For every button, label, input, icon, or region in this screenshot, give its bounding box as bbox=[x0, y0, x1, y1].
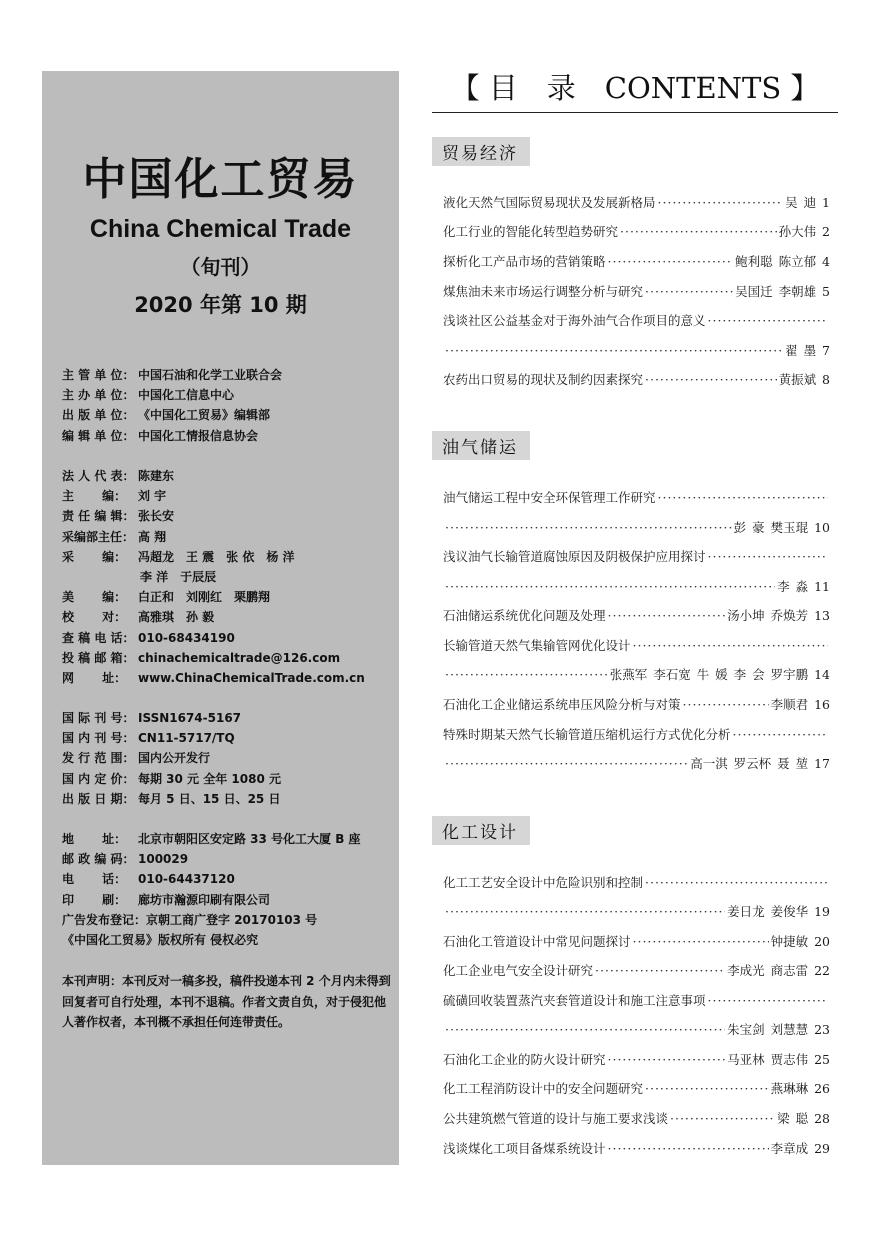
leader-dots bbox=[670, 1108, 775, 1130]
leader-dots bbox=[445, 517, 732, 539]
info-label: 采编部主任： bbox=[62, 529, 135, 544]
toc-entry[interactable] bbox=[443, 1138, 830, 1160]
toc-entry-continued[interactable] bbox=[443, 664, 830, 686]
info-row bbox=[62, 789, 392, 809]
info-value: 京朝工商广登字 20170103 号 bbox=[146, 912, 318, 927]
entry-title: 硫磺回收装置蒸汽夹套管道设计和施工注意事项 bbox=[443, 993, 706, 1008]
entry-title: 化工企业电气安全设计研究 bbox=[443, 963, 594, 978]
entry-author-page: 梁 聪 28 bbox=[777, 1111, 830, 1126]
toc-entry[interactable] bbox=[443, 990, 830, 1012]
info-row bbox=[62, 385, 392, 405]
leader-dots bbox=[683, 694, 769, 716]
toc-entry[interactable] bbox=[443, 635, 830, 657]
leader-dots bbox=[733, 724, 828, 746]
toc-entry[interactable] bbox=[443, 724, 830, 746]
info-label: 法 人 代 表： bbox=[62, 469, 135, 483]
info-label: 网 址： bbox=[62, 670, 127, 685]
toc-entry-continued[interactable] bbox=[443, 1019, 830, 1041]
leader-dots bbox=[608, 1138, 769, 1160]
leader-dots bbox=[633, 931, 769, 953]
section-title: 贸易经济 bbox=[432, 137, 530, 166]
info-value: 每月 5 日、15 日、25 日 bbox=[138, 791, 281, 806]
info-row bbox=[62, 607, 392, 627]
toc-entry[interactable] bbox=[443, 931, 830, 953]
info-label: 校 对： bbox=[62, 610, 127, 625]
entry-title: 化工行业的智能化转型趋势研究 bbox=[443, 224, 619, 239]
info-row bbox=[62, 506, 392, 526]
toc-entry[interactable] bbox=[443, 310, 830, 332]
leader-dots bbox=[445, 901, 725, 923]
leader-dots bbox=[645, 369, 777, 391]
info-row bbox=[62, 829, 392, 849]
toc-entry[interactable] bbox=[443, 281, 830, 303]
publisher-info bbox=[62, 365, 392, 446]
entry-author-page: 李顺君 16 bbox=[770, 697, 830, 712]
entry-title: 石油储运系统优化问题及处理 bbox=[443, 608, 606, 623]
toc-entry[interactable] bbox=[443, 960, 830, 982]
entry-author-page: 孙大伟 2 bbox=[778, 224, 830, 239]
leader-dots bbox=[633, 635, 828, 657]
info-label: 国 内 定 价： bbox=[62, 771, 135, 786]
info-row bbox=[62, 365, 392, 385]
info-row bbox=[62, 648, 392, 668]
info-value: 每期 30 元 全年 1080 元 bbox=[138, 771, 281, 786]
info-label: 主 编： bbox=[62, 489, 127, 504]
copyright-line: 《中国化工贸易》版权所有 侵权必究 bbox=[62, 932, 259, 947]
section-oil-gas-storage bbox=[432, 431, 838, 460]
entry-author-page: 朱宝剑 刘慧慧 23 bbox=[727, 1022, 830, 1037]
entry-author-page: 汤小坤 乔焕芳 13 bbox=[727, 608, 830, 623]
entry-title: 油气储运工程中安全环保管理工作研究 bbox=[443, 490, 656, 505]
entry-author-page: 李 淼 11 bbox=[777, 579, 830, 594]
toc-entry-continued[interactable] bbox=[443, 901, 830, 923]
publication-info bbox=[62, 708, 392, 809]
editorial-staff bbox=[62, 466, 392, 688]
toc-entry[interactable] bbox=[443, 694, 830, 716]
info-value: 白正和 刘刚红 栗鹏翔 bbox=[138, 590, 271, 605]
info-value: 中国石油和化学工业联合会 bbox=[138, 368, 283, 382]
info-row bbox=[62, 405, 392, 425]
entry-title: 液化天然气国际贸易现状及发展新格局 bbox=[443, 195, 656, 210]
leader-dots bbox=[445, 1019, 725, 1041]
toc-entry[interactable] bbox=[443, 1049, 830, 1071]
journal-statement: 本刊声明：本刊反对一稿多投，稿件投递本刊 2 个月内未得到回复者可自行处理，本刊不退稿。作者文责自负，对于侵犯他人著作权者，本刊概不承担任何连带责任。 bbox=[62, 974, 391, 1029]
leader-dots bbox=[645, 1078, 769, 1100]
entry-title: 煤焦油未来市场运行调整分析与研究 bbox=[443, 284, 644, 299]
leader-dots bbox=[620, 221, 777, 243]
info-row-continued: 李 洋 于辰辰 bbox=[140, 569, 217, 584]
journal-title: 中国化工贸易 bbox=[82, 154, 359, 205]
journal-frequency: （旬刊） bbox=[180, 255, 261, 279]
info-value: 陈建东 bbox=[138, 469, 175, 483]
info-row bbox=[62, 869, 392, 889]
info-label: 电 话： bbox=[62, 872, 127, 887]
info-label: 编 辑 单 位： bbox=[62, 428, 135, 443]
entry-author-page: 钟捷敏 20 bbox=[770, 934, 830, 949]
info-value: 张长安 bbox=[138, 509, 175, 524]
entry-title: 特殊时期某天然气长输管道压缩机运行方式优化分析 bbox=[443, 727, 731, 742]
entry-author-page: 翟 墨 7 bbox=[785, 343, 830, 358]
info-row bbox=[62, 728, 392, 748]
entry-author-page: 张燕军 李石宽 牛 媛 李 会 罗宇鹏 14 bbox=[609, 667, 830, 682]
info-label: 采 编： bbox=[62, 549, 127, 564]
leader-dots bbox=[445, 753, 688, 775]
section-chemical-design bbox=[432, 816, 838, 845]
toc-entry-continued[interactable] bbox=[443, 340, 830, 362]
entry-title: 石油化工企业的防火设计研究 bbox=[443, 1052, 606, 1067]
leader-dots bbox=[608, 605, 726, 627]
toc-entry[interactable] bbox=[443, 369, 830, 391]
contents-heading: 【 目 录 CONTENTS 】 bbox=[432, 68, 838, 113]
info-value: 中国化工情报信息协会 bbox=[138, 428, 259, 443]
info-label: 主 管 单 位： bbox=[62, 368, 135, 382]
entry-title: 探析化工产品市场的营销策略 bbox=[443, 254, 606, 269]
info-row bbox=[62, 466, 392, 486]
info-value: 北京市朝阳区安定路 33 号化工大厦 B 座 bbox=[138, 832, 361, 846]
info-value: 国内公开发行 bbox=[138, 751, 211, 766]
info-value: 高 翔 bbox=[138, 529, 167, 544]
info-label: 投 稿 邮 箱： bbox=[62, 650, 135, 665]
info-row bbox=[62, 890, 392, 910]
info-value: 刘 宇 bbox=[138, 489, 167, 504]
entry-author-page: 燕琳琳 26 bbox=[770, 1081, 830, 1096]
entry-author-page: 彭 豪 樊玉琨 10 bbox=[733, 520, 830, 535]
info-row bbox=[62, 849, 392, 869]
contact-info bbox=[62, 829, 392, 950]
section-title: 油气储运 bbox=[432, 431, 530, 460]
entry-title: 化工工程消防设计中的安全问题研究 bbox=[443, 1081, 644, 1096]
info-row bbox=[62, 748, 392, 768]
info-value: 冯超龙 王 震 张 依 杨 洋 bbox=[138, 549, 295, 564]
leader-dots bbox=[708, 990, 828, 1012]
info-row bbox=[62, 486, 392, 506]
leader-dots bbox=[708, 546, 828, 568]
leader-dots bbox=[608, 1049, 726, 1071]
toc-entry-continued[interactable] bbox=[443, 753, 830, 775]
section-title: 化工设计 bbox=[432, 816, 530, 845]
entry-author-page: 李章成 29 bbox=[770, 1141, 830, 1156]
entry-author-page: 黄振斌 8 bbox=[778, 372, 830, 387]
info-row bbox=[62, 628, 392, 648]
entry-author-page: 鲍利聪 陈立郁 4 bbox=[735, 254, 830, 269]
entry-author-page: 姜日龙 姜俊华 19 bbox=[727, 904, 830, 919]
entry-title: 石油化工企业储运系统串压风险分析与对策 bbox=[443, 697, 681, 712]
issue-number: 2020 年第 10 期 bbox=[134, 293, 307, 317]
info-row bbox=[62, 769, 392, 789]
info-row bbox=[62, 668, 392, 688]
entry-title: 石油化工管道设计中常见问题探讨 bbox=[443, 934, 631, 949]
info-label: 查 稿 电 话： bbox=[62, 630, 135, 645]
info-value: ISSN1674-5167 bbox=[138, 711, 242, 725]
info-row bbox=[62, 426, 392, 446]
info-value: 010-64437120 bbox=[138, 872, 235, 887]
entry-author-page: 马亚林 贾志伟 25 bbox=[727, 1052, 830, 1067]
toc-entry[interactable] bbox=[443, 221, 830, 243]
info-value: 高雅琪 孙 毅 bbox=[138, 610, 215, 625]
info-label: 地 址： bbox=[62, 832, 127, 846]
toc-entry[interactable] bbox=[443, 605, 830, 627]
info-value: chinachemicaltrade@126.com bbox=[138, 650, 341, 665]
entry-title: 农药出口贸易的现状及制约因素探究 bbox=[443, 372, 644, 387]
info-label: 责 任 编 辑： bbox=[62, 509, 135, 524]
toc-entry-continued[interactable] bbox=[443, 517, 830, 539]
entry-author-page: 吴国迁 李朝雄 5 bbox=[735, 284, 830, 299]
info-row bbox=[62, 910, 392, 930]
info-label: 出 版 单 位： bbox=[62, 408, 135, 423]
info-label: 印 刷： bbox=[62, 892, 127, 907]
info-label: 邮 政 编 码： bbox=[62, 852, 135, 867]
entry-title: 公共建筑燃气管道的设计与施工要求浅谈 bbox=[443, 1111, 669, 1126]
leader-dots bbox=[645, 281, 733, 303]
toc-entry[interactable] bbox=[443, 546, 830, 568]
info-value: 廊坊市瀚源印刷有限公司 bbox=[138, 892, 271, 907]
info-row bbox=[62, 527, 392, 547]
leader-dots bbox=[445, 576, 775, 598]
toc-entry[interactable] bbox=[443, 487, 830, 509]
toc-entry[interactable] bbox=[443, 1108, 830, 1130]
masthead-panel bbox=[42, 71, 399, 1165]
leader-dots bbox=[658, 487, 828, 509]
toc-entry[interactable] bbox=[443, 192, 830, 214]
info-value: www.ChinaChemicalTrade.com.cn bbox=[138, 670, 365, 685]
entry-title: 浅谈煤化工项目备煤系统设计 bbox=[443, 1141, 606, 1156]
entry-author-page: 吴 迪 1 bbox=[785, 195, 830, 210]
info-row bbox=[62, 708, 392, 728]
toc-entry[interactable] bbox=[443, 872, 830, 894]
leader-dots bbox=[445, 664, 608, 686]
info-label: 国 际 刊 号： bbox=[62, 711, 135, 725]
toc-entry-continued[interactable] bbox=[443, 576, 830, 598]
entry-title: 浅议油气长输管道腐蚀原因及阴极保护应用探讨 bbox=[443, 549, 706, 564]
info-label: 广告发布登记： bbox=[62, 912, 147, 927]
journal-title-english: China Chemical Trade bbox=[89, 215, 352, 243]
leader-dots bbox=[658, 192, 784, 214]
entry-author-page: 高一淇 罗云杯 聂 堃 17 bbox=[690, 756, 830, 771]
info-value: 100029 bbox=[138, 852, 189, 867]
leader-dots bbox=[708, 310, 828, 332]
info-row bbox=[62, 547, 392, 567]
toc-entry[interactable] bbox=[443, 1078, 830, 1100]
toc-entry[interactable] bbox=[443, 251, 830, 273]
section-trade-economy bbox=[432, 137, 838, 166]
leader-dots bbox=[645, 872, 828, 894]
info-label: 国 内 刊 号： bbox=[62, 731, 135, 746]
info-value: 《中国化工贸易》编辑部 bbox=[138, 408, 271, 423]
info-label: 主 办 单 位： bbox=[62, 388, 135, 403]
entry-title: 浅谈社区公益基金对于海外油气合作项目的意义 bbox=[443, 313, 706, 328]
info-value: CN11-5717/TQ bbox=[138, 731, 235, 746]
entry-title: 长输管道天然气集输管网优化设计 bbox=[443, 638, 631, 653]
info-row bbox=[62, 587, 392, 607]
info-label: 发 行 范 围： bbox=[62, 751, 135, 766]
entry-author-page: 李成光 商志雷 22 bbox=[727, 963, 830, 978]
info-label: 出 版 日 期： bbox=[62, 791, 135, 806]
info-value: 010-68434190 bbox=[138, 630, 235, 645]
leader-dots bbox=[445, 340, 783, 362]
info-value: 中国化工信息中心 bbox=[138, 388, 235, 403]
entry-title: 化工工艺安全设计中危险识别和控制 bbox=[443, 875, 644, 890]
leader-dots bbox=[595, 960, 725, 982]
info-label: 美 编： bbox=[62, 590, 127, 605]
leader-dots bbox=[608, 251, 734, 273]
